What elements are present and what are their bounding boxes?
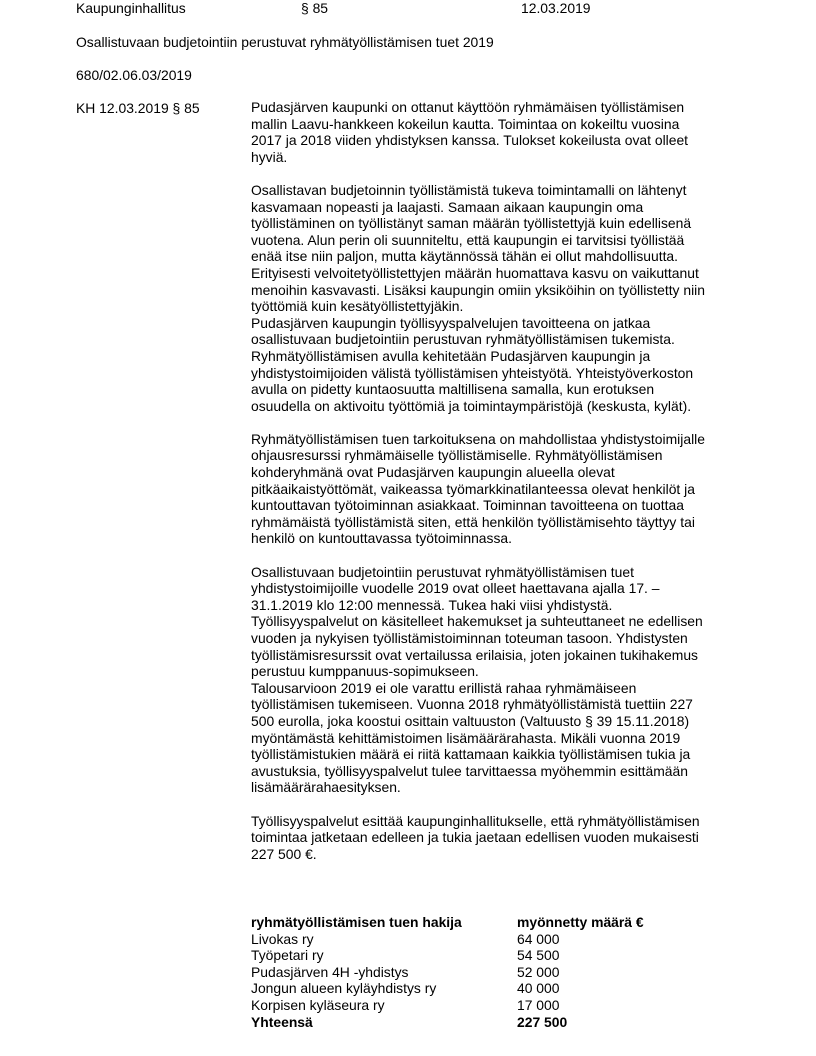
section-number: § 85 (301, 0, 329, 16)
table-row (251, 964, 644, 981)
body-line: avulla on pidetty kuntaosuutta maltillisena samalla, kun erotuksen (251, 381, 655, 398)
grants-table (251, 914, 644, 1030)
body-line: työllistämisen tukemiseen. Vuonna 2018 ryhmätyöllistämistä tuettiin 227 (251, 696, 693, 713)
body-line: Työllisyyspalvelut on käsitelleet hakemukset ja suhteuttaneet ne edellisen (251, 613, 703, 630)
body-line: työllistämisresurssit ovat vertailussa erilaisia, joten jokainen tukihakemus (251, 646, 699, 663)
applicant-name: Jongun alueen kyläyhdistys ry (251, 980, 437, 997)
body-line: ryhmämäistä työllistämistä siten, että henkilön työllistämisehto täyttyy tai (251, 513, 695, 530)
body-line: 227 500 €. (251, 845, 317, 862)
applicant-name: Livokas ry (251, 930, 314, 947)
body-line: työllistäminen on työllistänyt saman määrän työllistettyjä kuin edellisenä (251, 215, 692, 232)
body-line: menoihin kasvavasti. Lisäksi kaupungin omiin yksiköihin on työllistetty niin (251, 281, 705, 298)
table-row (251, 947, 644, 964)
body-line: pitkäaikaistyöttömät, vaikeassa työmarkkinatilanteessa olevat henkilöt ja (251, 480, 695, 497)
body-line: Pudasjärven kaupungin työllisyyspalvelujen tavoitteena on jatkaa (251, 314, 651, 331)
granted-amount: 64 000 (517, 930, 560, 947)
body-line: työllistämistukien määrä ei riitä kattamaan kaikkia työllistämisen tukia ja (251, 746, 691, 763)
granted-amount: 54 500 (517, 947, 560, 964)
body-line: Osallistavan budjetoinnin työllistämistä tukeva toimintamalli on lähtenyt (251, 181, 687, 198)
body-line: osuudella on aktivoitu työttömiä ja toimintaympäristöjä (keskusta, kylät). (251, 397, 692, 414)
body-line: kasvamaan nopeasti ja laajasti. Samaan aikaan kaupungin oma (251, 198, 644, 215)
body-text (251, 99, 721, 862)
table-header-row (251, 914, 644, 931)
meeting-body: Kaupunginhallitus (76, 0, 186, 16)
body-line: perustuu kumppanuus-sopimukseen. (251, 663, 479, 680)
table-row (251, 931, 644, 948)
paragraph-gap (251, 165, 721, 182)
body-line: Ryhmätyöllistämisen tuen tarkoituksena on mahdollistaa yhdistystoimijalle (251, 430, 705, 447)
total-amount: 227 500 (517, 1013, 568, 1030)
body-line: ohjausresurssi ryhmämäiselle työllistämiselle. Ryhmätyöllistämisen (251, 447, 663, 464)
body-line: yhdistystoimijoiden välistä työllistämisen yhteistyötä. Yhteistyöverkoston (251, 364, 694, 381)
body-line: lisämäärärahaesityksen. (251, 779, 401, 796)
meeting-date: 12.03.2019 (521, 0, 591, 16)
body-line: vuotena. Alun perin oli suunniteltu, että kaupungin ei tarvitsisi työllistää (251, 231, 685, 248)
body-line: enää itse niin paljon, mutta käytännössä tähän ei ollut mahdollisuutta. (251, 248, 679, 265)
header-amount: myönnetty määrä € (517, 914, 644, 930)
body-line: mallin Laavu-hankkeen kokeilun kautta. Toimintaa on kokeiltu vuosina (251, 115, 680, 132)
table-row (251, 980, 644, 997)
applicant-name: Korpisen kyläseura ry (251, 996, 385, 1013)
body-line: henkilö on kuntouttavassa työtoiminnassa. (251, 530, 512, 547)
body-line: 31.1.2019 klo 12:00 mennessä. Tukea haki viisi yhdistystä. (251, 596, 613, 613)
body-line: Ryhmätyöllistämisen avulla kehitetään Pudasjärven kaupungin ja (251, 347, 651, 364)
body-line: kuntouttavan työtoiminnan asiakkaat. Toiminnan tavoitteena on tuottaa (251, 497, 684, 514)
body-line: kohderyhmänä ovat Pudasjärven kaupungin alueella olevat (251, 464, 615, 481)
applicant-name: Pudasjärven 4H -yhdistys (251, 963, 409, 980)
applicant-name: Työpetari ry (251, 947, 324, 964)
granted-amount: 40 000 (517, 980, 560, 997)
body-line: Työllisyyspalvelut esittää kaupunginhallitukselle, että ryhmätyöllistämisen (251, 812, 700, 829)
body-line: myöntämästä kehittämistoimen lisämäärärahasta. Mikäli vuonna 2019 (251, 729, 681, 746)
decision-reference: KH 12.03.2019 § 85 (76, 100, 200, 116)
body-line: Osallistuvaan budjetointiin perustuvat ryhmätyöllistämisen tuet (251, 563, 634, 580)
table-row (251, 997, 644, 1014)
body-line: avustuksia, työllisyyspalvelut tulee tarvittaessa myöhemmin esittämään (251, 762, 688, 779)
granted-amount: 17 000 (517, 996, 560, 1013)
paragraph-gap (251, 547, 721, 564)
body-line: osallistuvaan budjetointiin perustuvan ryhmätyöllistämisen tukemista. (251, 331, 675, 348)
granted-amount: 52 000 (517, 963, 560, 980)
body-line: yhdistystoimijoille vuodelle 2019 ovat olleet haettavana ajalla 17. – (251, 580, 660, 597)
paragraph-gap (251, 796, 721, 813)
body-line: hyviä. (251, 148, 288, 165)
body-line: vuoden ja nykyisen työllistämistoiminnan toteuman tasoon. Yhdistysten (251, 630, 688, 646)
body-line: Talousarvioon 2019 ei ole varattu erillistä rahaa ryhmämäiseen (251, 679, 637, 696)
document-title: Osallistuvaan budjetointiin perustuvat ryhmätyöllistämisen tuet 2019 (76, 34, 494, 50)
body-line: 500 eurolla, joka koostui osittain valtuuston (Valtuusto § 39 15.11.2018) (251, 712, 690, 729)
total-label: Yhteensä (251, 1013, 313, 1030)
diary-number: 680/02.06.03/2019 (76, 67, 192, 83)
header-applicant: ryhmätyöllistämisen tuen hakija (251, 914, 462, 930)
body-line: Pudasjärven kaupunki on ottanut käyttöön ryhmämäisen työllistämisen (251, 99, 685, 115)
paragraph-gap (251, 414, 721, 431)
body-line: Erityisesti velvoitetyöllistettyjen määrän huomattava kasvu on vaikuttanut (251, 264, 699, 281)
body-line: 2017 ja 2018 viiden yhdistyksen kanssa. Tulokset kokeilusta ovat olleet (251, 132, 689, 149)
body-line: työttömiä kuin kesätyöllistettyjäkin. (251, 298, 464, 315)
table-total-row (251, 1014, 644, 1031)
body-line: toimintaa jatketaan edelleen ja tukia jaetaan edellisen vuoden mukaisesti (251, 829, 699, 846)
